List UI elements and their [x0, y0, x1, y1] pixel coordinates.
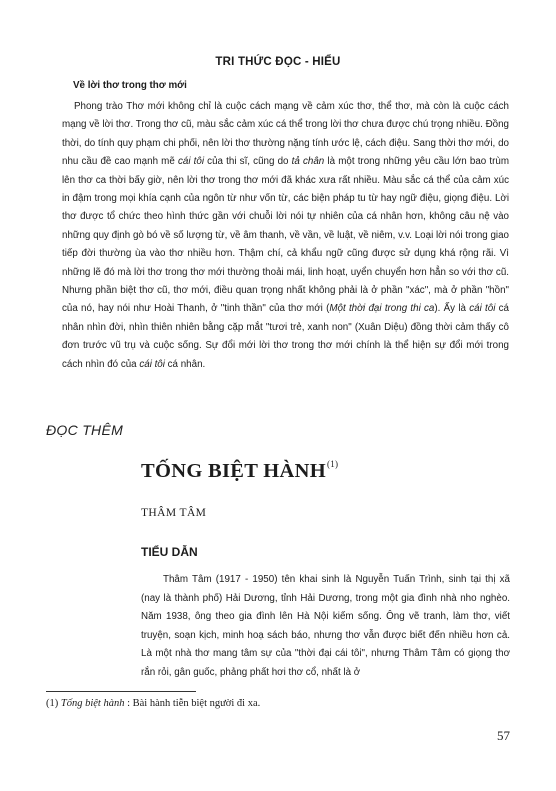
poem-title — [141, 459, 338, 483]
text-run: của thi sĩ, cũng do — [204, 156, 292, 168]
text-run: Phong trào Thơ mới không chỉ là cuộc cách mạng về cảm xúc thơ, thể thơ, mà còn là cuộc cách mạng về lời thơ. Trong thơ cũ, màu sắc cảm xúc cá thể trong lời thơ chưa được chú trọng nhiều. Đồng thời, do tính quy phạm chi phối, nên lời thơ thường nặng tính ước lệ, cách điệu. Sang thời thơ mới, do nhu cầu đề cao mạnh mẽ — [62, 101, 509, 168]
footnote-term: Tống biệt hành — [60, 698, 125, 709]
footnote-ref: (1) — [326, 459, 339, 469]
italic-run: cái tôi — [139, 358, 165, 370]
intro-heading: TIỂU DẪN — [141, 545, 198, 559]
body-paragraph — [62, 98, 509, 374]
footnote-marker: (1) — [46, 698, 61, 709]
text-run: là một trong những yêu cầu lớn bao trùm lên thơ ca thời bấy giờ, nên lời thơ trong thơ mới đã khác xưa rất nhiều. Màu sắc cá thể của cảm xúc in đậm trong mọi khía cạnh của ngôn từ như vốn từ, các biện pháp tu từ hay ngữ điệu, giọng điệu. Lời thơ được tổ chức theo hình thức gần với chuỗi lời nói tự nhiên của cá nhân hơn, không câu nệ vào những quy định gò bó về số lượng từ, về âm thanh, về vần, về luật, về niêm, v.v. Loại lời nói trong giao tiếp đời thường ùa vào thơ nhiều hơn. Thậm chí, cả khẩu ngữ cũng được sử dụng khá rộng rãi. Vì những lẽ đó mà lời thơ trong thơ mới thường thoải mái, linh hoạt, uyển chuyển hơn hẳn so với thơ cũ. Nhưng phần biệt thơ cũ, thơ mới, điều quan trọng nhất không phải là ở phần "xác", mà ở phần "hồn" của nó, hay nói như Hoài Thanh, ở "tinh thần" của thơ mới ( — [62, 156, 509, 315]
italic-run: cái tôi — [469, 303, 496, 315]
text-run: ). Ấy là — [434, 303, 470, 315]
poem-title-text: TỐNG BIỆT HÀNH — [141, 460, 326, 482]
italic-run: cái tôi — [177, 156, 205, 168]
section-heading: TRI THỨC ĐỌC - HIỂU — [215, 56, 341, 68]
intro-paragraph: Thâm Tâm (1917 - 1950) tên khai sinh là Nguyễn Tuấn Trình, sinh tại thị xã (nay là thành phố) Hải Dương, tỉnh Hải Dương, trong một gia đình nhà nho nghèo. Năm 1938, ông theo gia đình lên Hà Nội kiếm sống. Ông vẽ tranh, làm thơ, viết truyện, soạn kịch, minh hoạ sách báo, nhưng thơ vẫn được biết đến nhiều hơn cả. Là một nhà thơ mang tâm sự của "thời đại cái tôi", nhưng Thâm Tâm có giọng thơ rắn rỏi, gân guốc, phảng phất hơi thơ cổ, nhất là ở — [141, 574, 510, 678]
text-run: cá nhân. — [164, 358, 206, 370]
footnote-definition: : Bài hành tiễn biệt người đi xa. — [124, 698, 261, 709]
italic-run: Một thời đại trong thi ca — [329, 303, 435, 315]
page-number: 57 — [497, 728, 510, 743]
footnote — [46, 698, 260, 709]
text-run: cá nhân nhìn đời, nhìn thiên nhiên bằng cặp mắt "tươi trẻ, xanh non" (Xuân Diệu) đồng thời cảm thấy cô đơn trước vũ trụ và cuộc sống. Sự đổi mới lời thơ trong thơ mới chính là thể hiện sự đổi mới trong cách nhìn đó của — [62, 303, 509, 370]
section-subheading: Về lời thơ trong thơ mới — [73, 80, 187, 91]
italic-run: tả chân — [291, 156, 325, 168]
doc-them-heading: ĐỌC THÊM — [46, 422, 124, 438]
poem-author: THÂM TÂM — [141, 507, 207, 519]
footnote-divider — [46, 691, 196, 692]
